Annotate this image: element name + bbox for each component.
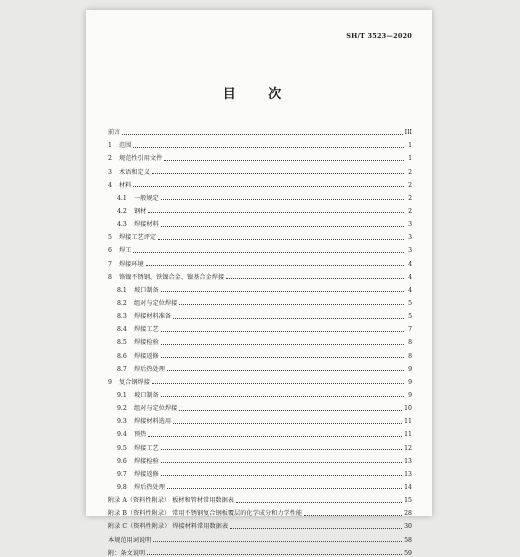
toc-entry-page: 30 (404, 523, 412, 531)
toc-entry-title: 焊接环境 (119, 260, 144, 268)
document-page (86, 10, 432, 557)
toc-entry-page: 2 (408, 168, 412, 176)
toc-entry[interactable] (108, 176, 412, 189)
dot-leader (167, 488, 402, 489)
toc-entry-title: 钢材 (134, 207, 147, 215)
toc-entry[interactable] (108, 149, 412, 162)
toc-entry-title: 焊后热处理 (134, 483, 165, 491)
dot-leader (161, 475, 402, 476)
toc-entry-number: 1 (108, 142, 112, 150)
toc-entry[interactable] (108, 307, 412, 320)
toc-entry[interactable] (108, 386, 412, 399)
toc-entry-title: 组对与定位焊接 (134, 299, 178, 307)
dot-leader (236, 502, 402, 503)
toc-entry-number: 9.7 (117, 470, 127, 478)
dot-leader (179, 410, 402, 411)
toc-entry-page: 11 (404, 418, 412, 426)
toc-entry-title: 坡口制备 (134, 286, 159, 294)
toc-entry-title: 焊接返修 (134, 470, 159, 478)
toc-entry-page: 15 (404, 497, 412, 505)
dot-leader (167, 370, 404, 371)
toc-entry[interactable] (108, 241, 412, 254)
dot-leader (161, 357, 404, 358)
toc-entry-page: 9 (408, 391, 412, 399)
toc-entry-title: 组对与定位焊接 (134, 405, 178, 413)
toc-entry-page: 9 (408, 378, 412, 386)
dot-leader (161, 331, 404, 332)
toc-entry-page: 11 (404, 431, 412, 439)
toc-entry-title: 焊工 (119, 247, 132, 255)
toc-entry-number: 7 (108, 260, 112, 268)
toc-entry-page: 1 (408, 142, 412, 150)
toc-entry-number: 4 (108, 181, 112, 189)
toc-entry-page: 5 (408, 299, 412, 307)
dot-leader (133, 186, 404, 187)
toc-title: 目 次 (222, 87, 296, 102)
toc-entry[interactable] (108, 360, 412, 373)
toc-entry[interactable] (108, 320, 412, 333)
toc-entry-title: 预热 (134, 431, 147, 439)
toc-list (108, 123, 412, 557)
toc-entry-title: 焊接材料 (134, 221, 159, 229)
dot-leader (161, 226, 404, 227)
dot-leader (179, 304, 404, 305)
toc-entry-title: 焊后热处理 (134, 365, 165, 373)
toc-entry-page: 10 (404, 405, 412, 413)
toc-entry-title: 一般规定 (134, 194, 159, 202)
toc-entry-number: 9.3 (117, 418, 127, 426)
dot-leader (158, 239, 404, 240)
toc-entry[interactable] (108, 215, 412, 228)
toc-entry-number: 5 (108, 234, 112, 242)
toc-entry-number: 4.2 (117, 207, 127, 215)
toc-entry-title: 前言 (108, 129, 121, 137)
toc-entry[interactable] (108, 136, 412, 149)
toc-entry-number: 9.8 (117, 483, 127, 491)
toc-entry-number: 8.3 (117, 313, 127, 321)
toc-entry-page: 9 (408, 365, 412, 373)
toc-entry[interactable] (108, 189, 412, 202)
toc-entry-title: 本规范用词说明 (108, 536, 152, 544)
toc-entry-page: 14 (404, 483, 412, 491)
toc-entry-number: 3 (108, 168, 112, 176)
toc-entry-page: 3 (408, 221, 412, 229)
dot-leader (173, 423, 402, 424)
toc-entry-title: 附：条文说明 (108, 549, 146, 557)
toc-entry[interactable] (108, 491, 412, 504)
toc-entry-page: 12 (404, 444, 412, 452)
dot-leader (164, 160, 404, 161)
toc-entry-page: 2 (408, 194, 412, 202)
toc-entry-title: 范围 (119, 142, 132, 150)
toc-entry-number: 8.2 (117, 299, 127, 307)
toc-entry-page: 1 (408, 155, 412, 163)
toc-entry[interactable] (108, 412, 412, 425)
dot-leader (152, 173, 404, 174)
dot-leader (304, 515, 402, 516)
toc-entry-number: 8 (108, 273, 112, 281)
toc-entry-page: 3 (408, 247, 412, 255)
toc-entry-number: 6 (108, 247, 112, 255)
toc-entry-page: 4 (408, 273, 412, 281)
toc-entry-page: 28 (404, 510, 412, 518)
document-code: SH/T 3523—2020 (346, 32, 412, 40)
toc-entry[interactable] (108, 544, 412, 557)
toc-entry-number: 8.6 (117, 352, 127, 360)
toc-entry-page: 4 (408, 260, 412, 268)
dot-leader (230, 528, 402, 529)
toc-entry[interactable] (108, 346, 412, 359)
dot-leader (146, 265, 404, 266)
toc-entry-title: 焊接工艺 (134, 326, 159, 334)
toc-entry[interactable] (108, 162, 412, 175)
toc-entry-number: 2 (108, 155, 112, 163)
toc-entry-page: 4 (408, 286, 412, 294)
toc-entry-page: 13 (404, 457, 412, 465)
toc-entry[interactable] (108, 425, 412, 438)
toc-entry[interactable] (108, 254, 412, 267)
toc-entry-page: 5 (408, 313, 412, 321)
toc-entry[interactable] (108, 517, 412, 530)
toc-entry-page: 13 (404, 470, 412, 478)
dot-leader (226, 278, 404, 279)
dot-leader (161, 291, 404, 292)
toc-entry[interactable] (108, 123, 412, 136)
toc-entry-title: 焊接检验 (134, 457, 159, 465)
toc-entry-title: 附录 B（资料性附录） 常用不锈钢复合钢板覆层的化学成分和力学性能 (108, 510, 303, 518)
dot-leader (153, 541, 402, 542)
toc-entry-number: 4.1 (117, 194, 127, 202)
dot-leader (133, 147, 404, 148)
toc-entry-page: III (404, 129, 412, 137)
toc-entry[interactable] (108, 202, 412, 215)
toc-entry-number: 8.1 (117, 286, 127, 294)
toc-entry-page: 8 (408, 352, 412, 360)
toc-entry-number: 8.7 (117, 365, 127, 373)
toc-entry[interactable] (108, 504, 412, 517)
toc-entry[interactable] (108, 465, 412, 478)
dot-leader (122, 134, 402, 135)
toc-entry-title: 复合钢焊接 (119, 378, 150, 386)
dot-leader (148, 436, 402, 437)
dot-leader (148, 212, 404, 213)
toc-entry-number: 9.6 (117, 457, 127, 465)
toc-entry-title: 焊接返修 (134, 352, 159, 360)
toc-entry-title: 焊接检验 (134, 339, 159, 347)
toc-entry-page: 7 (408, 326, 412, 334)
toc-entry-page: 58 (404, 536, 412, 544)
toc-entry-page: 2 (408, 207, 412, 215)
toc-entry[interactable] (108, 478, 412, 491)
toc-entry[interactable] (108, 333, 412, 346)
toc-entry-number: 9.5 (117, 444, 127, 452)
toc-entry-number: 9 (108, 378, 112, 386)
toc-entry-title: 焊接材料选用 (134, 418, 172, 426)
toc-entry-title: 焊接工艺评定 (119, 234, 157, 242)
dot-leader (161, 396, 404, 397)
dot-leader (161, 462, 402, 463)
toc-entry[interactable] (108, 438, 412, 451)
toc-entry-number: 8.5 (117, 339, 127, 347)
toc-entry-number: 9.2 (117, 405, 127, 413)
toc-entry-page: 8 (408, 339, 412, 347)
toc-entry-title: 规范性引用文件 (119, 155, 163, 163)
toc-entry-number: 4.3 (117, 221, 127, 229)
dot-leader (133, 252, 404, 253)
toc-entry[interactable] (108, 399, 412, 412)
dot-leader (147, 554, 402, 555)
dot-leader (161, 199, 404, 200)
toc-entry-title: 坡口制备 (134, 391, 159, 399)
toc-entry[interactable] (108, 530, 412, 543)
toc-entry-title: 术语和定义 (119, 168, 150, 176)
toc-entry[interactable] (108, 294, 412, 307)
toc-entry-title: 铬镍不锈钢、铁镍合金、镍基合金焊接 (119, 273, 225, 281)
dot-leader (173, 318, 404, 319)
toc-entry-number: 8.4 (117, 326, 127, 334)
toc-entry-page: 2 (408, 181, 412, 189)
toc-entry-number: 9.1 (117, 391, 127, 399)
toc-entry-number: 9.4 (117, 431, 127, 439)
toc-entry-page: 3 (408, 234, 412, 242)
toc-entry[interactable] (108, 452, 412, 465)
toc-entry-page: 59 (404, 549, 412, 557)
toc-entry-title: 材料 (119, 181, 132, 189)
toc-entry-title: 附录 C（资料性附录） 焊接材料常用数据表 (108, 523, 229, 531)
toc-entry-title: 焊接材料准备 (134, 313, 172, 321)
toc-entry-title: 附录 A（资料性附录） 板材和管材常用数据表 (108, 497, 234, 505)
toc-entry-title: 焊接工艺 (134, 444, 159, 452)
toc-entry[interactable] (108, 373, 412, 386)
dot-leader (161, 344, 404, 345)
dot-leader (161, 449, 402, 450)
toc-entry[interactable] (108, 268, 412, 281)
dot-leader (152, 383, 404, 384)
toc-entry[interactable] (108, 228, 412, 241)
toc-entry[interactable] (108, 281, 412, 294)
